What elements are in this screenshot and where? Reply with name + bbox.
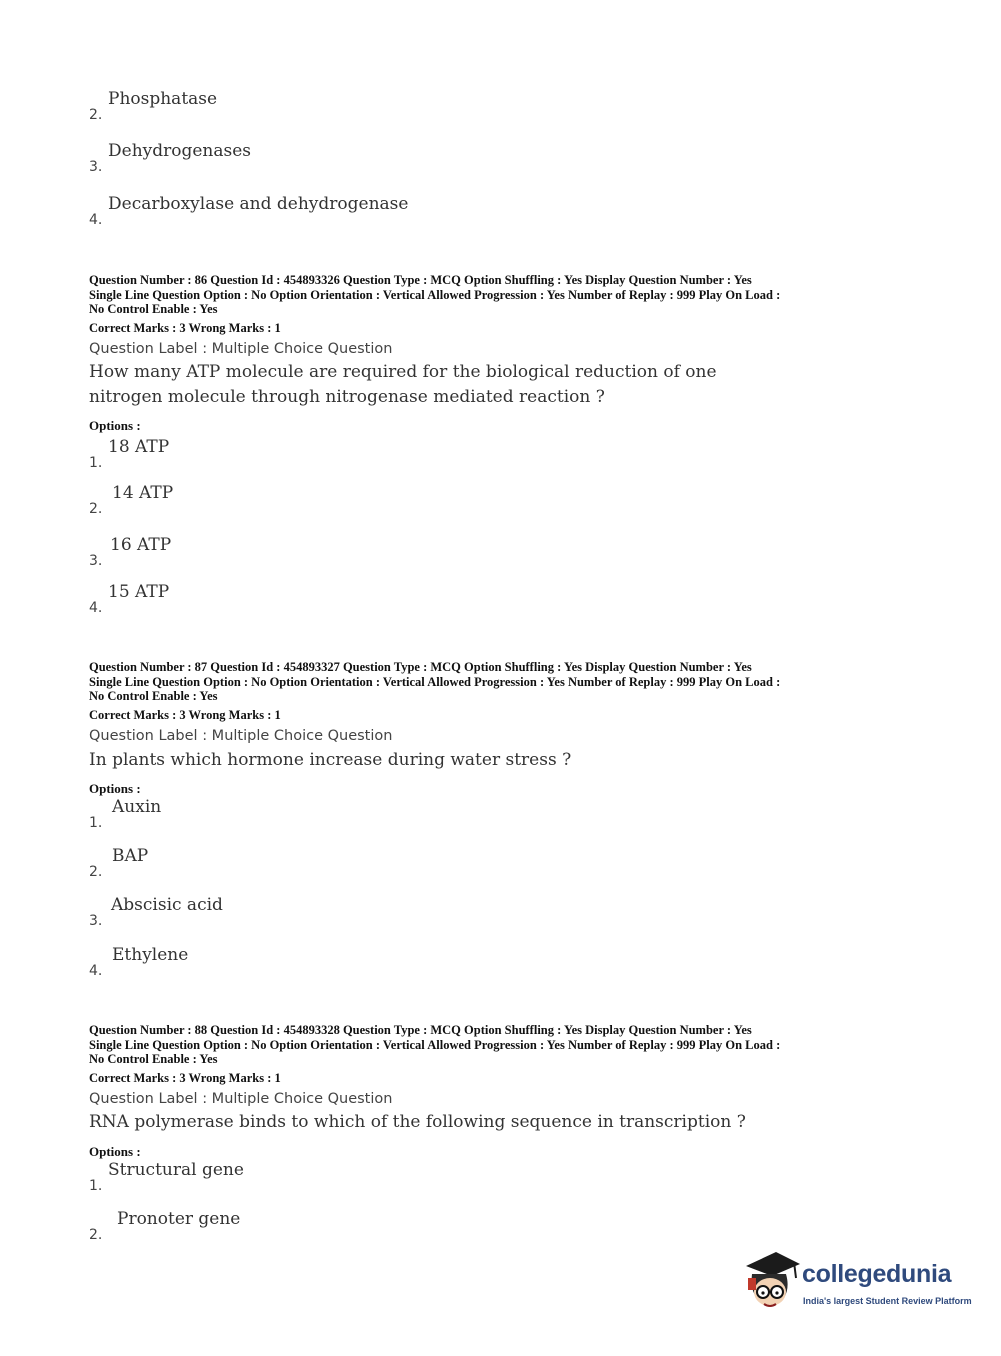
- option-number: 3.: [89, 913, 103, 929]
- meta-line: No Control Enable : Yes: [89, 1052, 218, 1066]
- option-number: 1.: [89, 815, 103, 831]
- option-number: 3.: [89, 553, 103, 569]
- question-text-line: In plants which hormone increase during water stress ?: [89, 750, 572, 770]
- option-text: Abscisic acid: [111, 895, 223, 915]
- question-text: [89, 748, 571, 773]
- question-text-line: nitrogen molecule through nitrogenase mediated reaction ?: [89, 387, 605, 407]
- meta-line: No Control Enable : Yes: [89, 689, 218, 703]
- options-label: Options :: [89, 1144, 141, 1159]
- brand-name: collegedunia: [802, 1260, 952, 1288]
- options-label: Options :: [89, 418, 141, 433]
- option-number: 3.: [89, 159, 103, 175]
- option-text: Auxin: [112, 797, 162, 817]
- question-label: Question Label : Multiple Choice Question: [89, 1091, 393, 1107]
- collegedunia-logo: [742, 1248, 972, 1318]
- option-text: 16 ATP: [110, 535, 172, 555]
- option-text: 18 ATP: [108, 437, 170, 457]
- options-label: Options :: [89, 781, 141, 796]
- option-text: Structural gene: [108, 1160, 244, 1180]
- option-number: 2.: [89, 1227, 103, 1243]
- option-text: Pronoter gene: [117, 1209, 241, 1229]
- meta-line: Single Line Question Option : No Option Orientation : Vertical Allowed Progression : Yes Number of Replay : 999 Play On Load :: [89, 674, 781, 689]
- mascot-icon: [742, 1248, 804, 1318]
- meta-line: Single Line Question Option : No Option Orientation : Vertical Allowed Progression : Yes Number of Replay : 999 Play On Load :: [89, 287, 781, 302]
- option-number: 2.: [89, 864, 103, 880]
- question-label: Question Label : Multiple Choice Question: [89, 728, 393, 744]
- question-label: Question Label : Multiple Choice Question: [89, 341, 393, 357]
- question-meta: [89, 273, 919, 317]
- meta-line: Question Number : 86 Question Id : 454893326 Question Type : MCQ Option Shuffling : Yes Display Question Number : Yes: [89, 273, 752, 287]
- meta-line: Question Number : 87 Question Id : 454893327 Question Type : MCQ Option Shuffling : Yes Display Question Number : Yes: [89, 660, 752, 674]
- meta-line: No Control Enable : Yes: [89, 302, 218, 316]
- option-text: 14 ATP: [112, 483, 174, 503]
- question-meta: [89, 660, 919, 704]
- option-number: 4.: [89, 963, 103, 979]
- question-marks: Correct Marks : 3 Wrong Marks : 1: [89, 708, 281, 722]
- option-number: 2.: [89, 107, 103, 123]
- option-text: Decarboxylase and dehydrogenase: [108, 194, 409, 214]
- option-text: Ethylene: [112, 945, 189, 965]
- meta-line: Single Line Question Option : No Option Orientation : Vertical Allowed Progression : Yes Number of Replay : 999 Play On Load :: [89, 1037, 781, 1052]
- option-text: Dehydrogenases: [108, 141, 252, 161]
- option-number: 2.: [89, 501, 103, 517]
- option-number: 4.: [89, 212, 103, 228]
- option-number: 1.: [89, 455, 103, 471]
- option-text: BAP: [112, 846, 149, 866]
- meta-line: Question Number : 88 Question Id : 454893328 Question Type : MCQ Option Shuffling : Yes Display Question Number : Yes: [89, 1023, 752, 1037]
- question-text: [89, 1110, 746, 1135]
- option-text: Phosphatase: [108, 89, 218, 109]
- question-marks: Correct Marks : 3 Wrong Marks : 1: [89, 1071, 281, 1085]
- question-meta: [89, 1023, 919, 1067]
- question-text-line: How many ATP molecule are required for the biological reduction of one: [89, 362, 717, 382]
- question-marks: Correct Marks : 3 Wrong Marks : 1: [89, 321, 281, 335]
- question-text: [89, 360, 717, 410]
- option-number: 1.: [89, 1178, 103, 1194]
- question-text-line: RNA polymerase binds to which of the following sequence in transcription ?: [89, 1112, 746, 1132]
- brand-tagline: India's largest Student Review Platform: [803, 1296, 972, 1306]
- option-number: 4.: [89, 600, 103, 616]
- option-text: 15 ATP: [108, 582, 170, 602]
